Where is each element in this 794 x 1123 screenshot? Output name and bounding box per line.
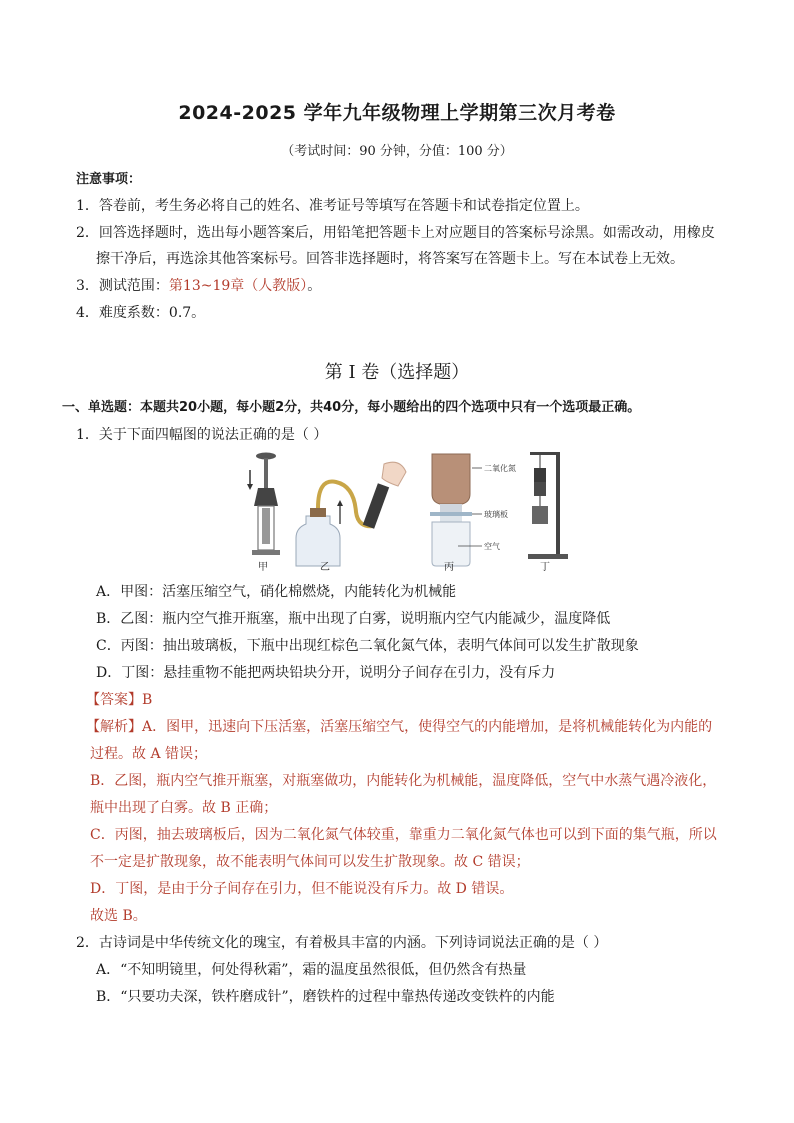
label-no2: 二氧化氮 [484,464,516,473]
question-1-analysis-c-cont: 不一定是扩散现象，故不能表明气体间可以发生扩散现象。故 C 错误； [90,854,530,870]
exam-title: 2024-2025 学年九年级物理上学期第三次月考卷 [178,102,616,124]
note-item-2-cont: 擦干净后，再选涂其他答案标号。回答非选择题时，将答案写在答题卡上。写在本试卷上无效。 [96,251,684,267]
note-item-3 [76,276,321,296]
question-1-figure [244,446,570,574]
label-yi: 乙 [320,562,330,573]
question-1-analysis-b-cont: 瓶中出现了白雾。故 B 正确； [90,800,278,816]
question-1-analysis-b: B．乙图，瓶内空气推开瓶塞，对瓶塞做功，内能转化为机械能，温度降低，空气中水蒸气遇冷液化， [90,773,717,789]
question-1-option-b: B．乙图：瓶内空气推开瓶塞，瓶中出现了白雾，说明瓶内空气内能减少，温度降低 [96,611,611,627]
question-1-conclusion: 故选 B。 [90,908,147,924]
question-1-answer: 【答案】B [86,692,153,708]
label-bing: 丙 [444,562,454,573]
note-item-1: 1．答卷前，考生务必将自己的姓名、准考证号等填写在答题卡和试卷指定位置上。 [76,198,589,214]
figure-ding [528,452,568,559]
label-glass: 玻璃板 [484,510,508,519]
question-1-analysis-a [86,717,712,737]
note-item-3-suffix: 。 [307,278,322,294]
label-air: 空气 [484,542,500,551]
question-2-stem: 2．古诗词是中华传统文化的瑰宝，有着极具丰富的内涵。下列诗词说法正确的是（ ） [76,935,608,951]
note-item-3-prefix: 3．测试范围： [76,278,169,294]
question-1-stem: 1．关于下面四幅图的说法正确的是（ ） [76,427,328,443]
figure-bing [430,454,516,566]
notes-heading: 注意事项： [76,172,142,187]
figure-jia [247,453,280,556]
question-1-analysis-d: D．丁图，是由于分子间存在引力，但不能说没有斥力。故 D 错误。 [90,881,514,897]
section-instructions: 一、单选题：本题共20小题，每小题2分，共40分，每小题给出的四个选项中只有一个选项最正确。 [62,400,641,415]
section-title: 第 I 卷（选择题） [324,362,470,383]
note-item-2: 2．回答选择题时，选出每小题答案后，用铅笔把答题卡上对应题目的答案标号涂黑。如需改动，用橡皮 [76,225,715,241]
note-item-3-range: 第13~19章（人教版） [168,278,308,294]
analysis-tag: 【解析】 [86,719,142,735]
question-1-analysis-c: C．丙图，抽去玻璃板后，因为二氧化氮气体较重，靠重力二氧化氮气体也可以到下面的集气瓶，所以 [90,827,717,843]
analysis-a-text: A．图甲，迅速向下压活塞，活塞压缩空气，使得空气的内能增加，是将机械能转化为内能的 [142,719,713,735]
figure-yi [296,462,406,566]
note-item-4: 4．难度系数：0.7。 [76,305,206,321]
question-2-option-b: B．“只要功夫深，铁杵磨成针”，磨铁杵的过程中靠热传递改变铁杵的内能 [96,989,555,1005]
question-2-option-a: A．“不知明镜里，何处得秋霜”，霜的温度虽然很低，但仍然含有热量 [96,962,527,978]
question-1-option-c: C．丙图：抽出玻璃板，下瓶中出现红棕色二氧化氮气体，表明气体间可以发生扩散现象 [96,638,639,654]
exam-subtitle: （考试时间：90 分钟，分值：100 分） [281,144,513,159]
label-ding: 丁 [540,562,550,573]
label-jia: 甲 [258,562,268,573]
question-1-option-d: D．丁图：悬挂重物不能把两块铅块分开，说明分子间存在引力，没有斥力 [96,665,556,681]
question-1-analysis-a-cont: 过程。故 A 错误； [90,746,208,762]
question-1-option-a: A．甲图：活塞压缩空气，硝化棉燃烧，内能转化为机械能 [96,584,457,600]
